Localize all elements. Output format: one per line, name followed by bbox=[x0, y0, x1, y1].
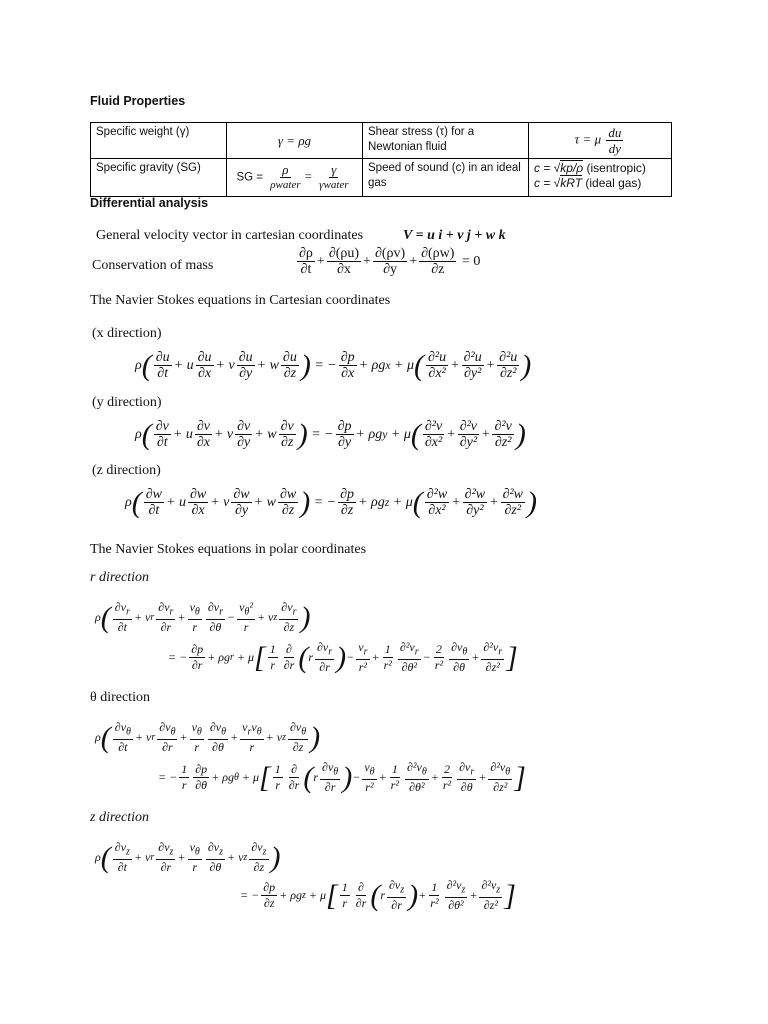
theta-momentum-rhs: = − 1 r ∂p ∂θ + ρg θ + μ [ 1 r ∂ ∂r ( r $\partial v_\theta$ ∂r ) − $v_\theta$ r² + 1 r² $\partial^2v_\theta$ ∂θ² + 2 r² $\partial v_r$ ∂θ + $\partial^2v_\theta$ ∂z² ] bbox=[158, 760, 526, 795]
table-row bbox=[91, 159, 672, 197]
sos-label-line1: Speed of sound (c) in an ideal bbox=[368, 162, 521, 174]
r-momentum-lhs: ρ ( $\partial v_r$ ∂t + v r $\partial v_r$ ∂r + $v_\theta$ r $\partial v_r$ ∂θ − $v_\theta^2$ r + v z $\partial v_r$ ∂z ) bbox=[95, 600, 311, 635]
sos-isentropic: kp/ρ bbox=[560, 161, 584, 175]
sg-num2: γ bbox=[331, 162, 337, 177]
mass-label: Conservation of mass bbox=[92, 258, 214, 273]
sg-den1: ρwater bbox=[270, 179, 301, 191]
r-direction-label: r direction bbox=[90, 570, 149, 585]
heading-fluid-properties: Fluid Properties bbox=[90, 94, 186, 108]
sos-ideal-note: (ideal gas) bbox=[585, 176, 642, 190]
sos-label-line2: gas bbox=[368, 177, 387, 189]
ns-polar-title: The Navier Stokes equations in polar coordinates bbox=[90, 542, 367, 557]
sg-den2: γwater bbox=[319, 179, 349, 191]
ns-cartesian-title: The Navier Stokes equations in Cartesian coordinates bbox=[90, 293, 391, 308]
sg-lhs: SG = bbox=[236, 171, 263, 184]
heading-differential-analysis: Differential analysis bbox=[90, 196, 209, 210]
shear-lhs: τ = μ bbox=[574, 131, 602, 147]
fluid-properties-table bbox=[90, 122, 672, 197]
x-momentum-equation: ρ ( ∂u ∂t + u ∂u ∂x + v ∂u ∂y + w ∂u ∂z ) = − ∂p ∂x + ρg x + μ ( ∂²u ∂x² + ∂²u ∂y² + ∂²u ∂z² ) bbox=[135, 348, 532, 382]
theta-direction-label: θ direction bbox=[90, 690, 150, 705]
specific-gravity-label: Specific gravity (SG) bbox=[91, 159, 227, 197]
x-direction-label: (x direction) bbox=[92, 326, 162, 341]
z-momentum-equation: ρ ( ∂w ∂t + u ∂w ∂x + v ∂w ∂y + w ∂w ∂z ) = − ∂p ∂z + ρg z + μ ( ∂²w ∂x² + ∂²w ∂y² + ∂²w ∂z² ) bbox=[125, 485, 538, 519]
mass-equation: ∂ρ ∂t + ∂(ρu) ∂x + ∂(ρv) ∂y + ∂(ρw) ∂z = 0 bbox=[299, 246, 481, 277]
sos-isentropic-note: (isentropic) bbox=[586, 161, 646, 175]
speed-of-sound-label bbox=[363, 159, 529, 197]
shear-num: du bbox=[608, 125, 622, 140]
zp-direction-label: z direction bbox=[90, 810, 149, 825]
specific-weight-label: Specific weight (γ) bbox=[91, 123, 227, 159]
z-polar-momentum-rhs: = − ∂p ∂z + ρg z + μ [ 1 r ∂ ∂r ( r $\partial v_z$ ∂r ) + 1 r² $\partial^2v_z$ ∂θ² + $\partial^2v_z$ ∂z² ] bbox=[240, 878, 516, 913]
speed-of-sound-formula: c = √kp/ρ (isentropic) c = √kRT (ideal gas) bbox=[529, 159, 672, 197]
table-row bbox=[91, 123, 672, 159]
y-momentum-equation: ρ ( ∂v ∂t + u ∂v ∂x + v ∂v ∂y + w ∂v ∂z ) = − ∂p ∂y + ρg y + μ ( ∂²v ∂x² + ∂²v ∂y² + ∂²v ∂z² ) bbox=[135, 417, 526, 451]
y-direction-label: (y direction) bbox=[92, 395, 162, 410]
z-polar-momentum-lhs: ρ ( $\partial v_z$ ∂t + v r $\partial v_z$ ∂r + $v_\theta$ r $\partial v_z$ ∂θ + v z $\partial v_z$ ∂z ) bbox=[95, 840, 281, 875]
sos-ideal: kRT bbox=[560, 176, 583, 190]
shear-stress-label-line2: Newtonian fluid bbox=[368, 141, 447, 153]
shear-stress-label bbox=[363, 123, 529, 159]
velocity-label: General velocity vector in cartesian coordinates bbox=[96, 228, 364, 243]
sg-num1: ρ bbox=[282, 162, 289, 177]
shear-stress-formula bbox=[529, 123, 672, 159]
shear-den: dy bbox=[608, 141, 621, 156]
theta-momentum-lhs: ρ ( $\partial v_\theta$ ∂t + v r $\partial v_\theta$ ∂r + $v_\theta$ r $\partial v_\theta$ ∂θ + $v_rv_\theta$ r + v z $\partial v_\theta$ ∂z ) bbox=[95, 720, 321, 755]
specific-weight-formula: γ = ρg bbox=[227, 123, 363, 159]
z-direction-label: (z direction) bbox=[92, 463, 161, 478]
r-momentum-rhs: = − ∂p ∂r + ρg r + μ [ 1 r ∂ ∂r ( r $\partial v_r$ ∂r ) − $v_r$ r² + 1 r² $\partial^2v_r$ ∂θ² − 2 r² $\partial v_\theta$ ∂θ + $\partial^2v_r$ ∂z² ] bbox=[168, 640, 518, 675]
shear-stress-label-line1: Shear stress (τ) for a bbox=[368, 126, 475, 138]
velocity-equation: V = u i + v j + w k bbox=[403, 228, 506, 243]
specific-gravity-formula: SG = ρ ρwater = γ γwater bbox=[227, 159, 363, 197]
